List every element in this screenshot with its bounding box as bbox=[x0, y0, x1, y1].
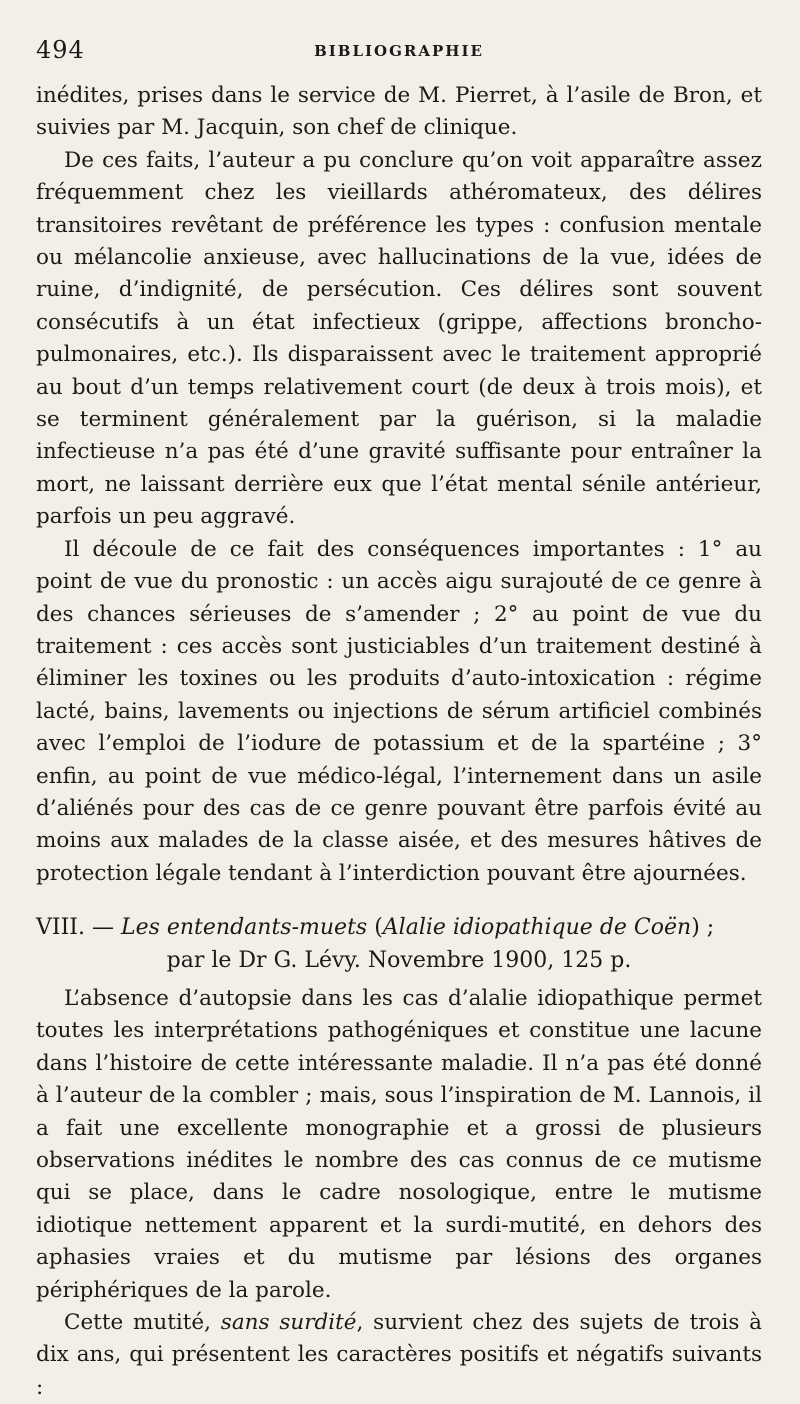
section-title-part-1: Les entendants-muets bbox=[120, 915, 368, 941]
section-title-paren-close: ) ; bbox=[691, 915, 715, 941]
paragraph-alalie: L’absence d’autopsie dans les cas d’alalie idiopathique permet toutes les interprétations pathogéniques et constitue une lacune dans l’histoire de cette intéressante maladie. Il n’a pas été donné à l’auteur de la combler ; mais, sous l’inspiration de M. Lannois, il a fait une excellente monographie et a grossi de plusieurs observations inédites le nombre des cas connus de ce mutisme qui se place, dans le cadre nosologique, entre le mutisme idiotique nettement apparent et la surdi-mutité, en dehors des aphasies vraies et du mutisme par lésions des organes périphériques de la parole. bbox=[36, 985, 762, 1303]
running-title: BIBLIOGRAPHIE bbox=[314, 42, 484, 60]
section-title-paren-open: ( bbox=[367, 915, 383, 941]
section-title-part-2: Alalie idiopathique de Coën bbox=[382, 915, 692, 941]
paragraph-continuation: inédites, prises dans le service de M. Pierret, à l’asile de Bron, et suivies par M. Jacquin, son chef de clinique. bbox=[36, 83, 762, 141]
mutite-text-after: , survient chez des sujets de trois à dix ans, qui présentent les caractères positifs et négatifs suivants : bbox=[36, 1310, 763, 1400]
mutite-italic: sans surdité bbox=[220, 1310, 357, 1336]
page-number: 494 bbox=[36, 36, 85, 64]
section-numeral: VIII. — bbox=[36, 915, 114, 941]
mutite-text-before: Cette mutité, bbox=[64, 1310, 221, 1336]
paragraph-consequences: Il découle de ce fait des conséquences importantes : 1° au point de vue du pronostic : un accès aigu surajouté de ce genre à des chances sérieuses de s’amender ; 2° au point de vue du traitement : ces accès sont justiciables d’un traitement destiné à éliminer les toxines ou les produits d’auto-intoxication : régime lacté, bains, lavements ou injections de sérum artificiel combinés avec l’emploi de l’iodure de potassium et de la spartéine ; 3° enfin, au point de vue médico-légal, l’internement dans un asile d’aliénés pour des cas de ce genre pouvant être parfois évité au moins aux malades de la classe aisée, et des mesures hâtives de protection légale tendant à l’interdiction pouvant être ajournées. bbox=[36, 536, 762, 886]
running-head bbox=[36, 36, 762, 70]
paragraph-mutite bbox=[36, 1307, 762, 1404]
section-heading bbox=[36, 912, 762, 977]
section-byline: par le Dr G. Lévy. Novembre 1900, 125 p. bbox=[166, 947, 632, 973]
paragraph-delires: De ces faits, l’auteur a pu conclure qu’on voit apparaître assez fréquemment chez les vieillards athéromateux, des délires transitoires revêtant de préférence les types : confusion mentale ou mélancolie anxieuse, avec hallucinations de la vue, idées de ruine, d’indignité, de persécution. Ces délires sont souvent consécutifs à un état infectieux (grippe, affections broncho-pulmonaires, etc.). Ils disparaissent avec le traitement approprié au bout d’un temps relativement court (de deux à trois mois), et se terminent généralement par la guérison, si la maladie infectieuse n’a pas été d’une gravité suffisante pour entraîner la mort, ne laissant derrière eux que l’état mental sénile antérieur, parfois un peu aggravé. bbox=[36, 147, 762, 530]
